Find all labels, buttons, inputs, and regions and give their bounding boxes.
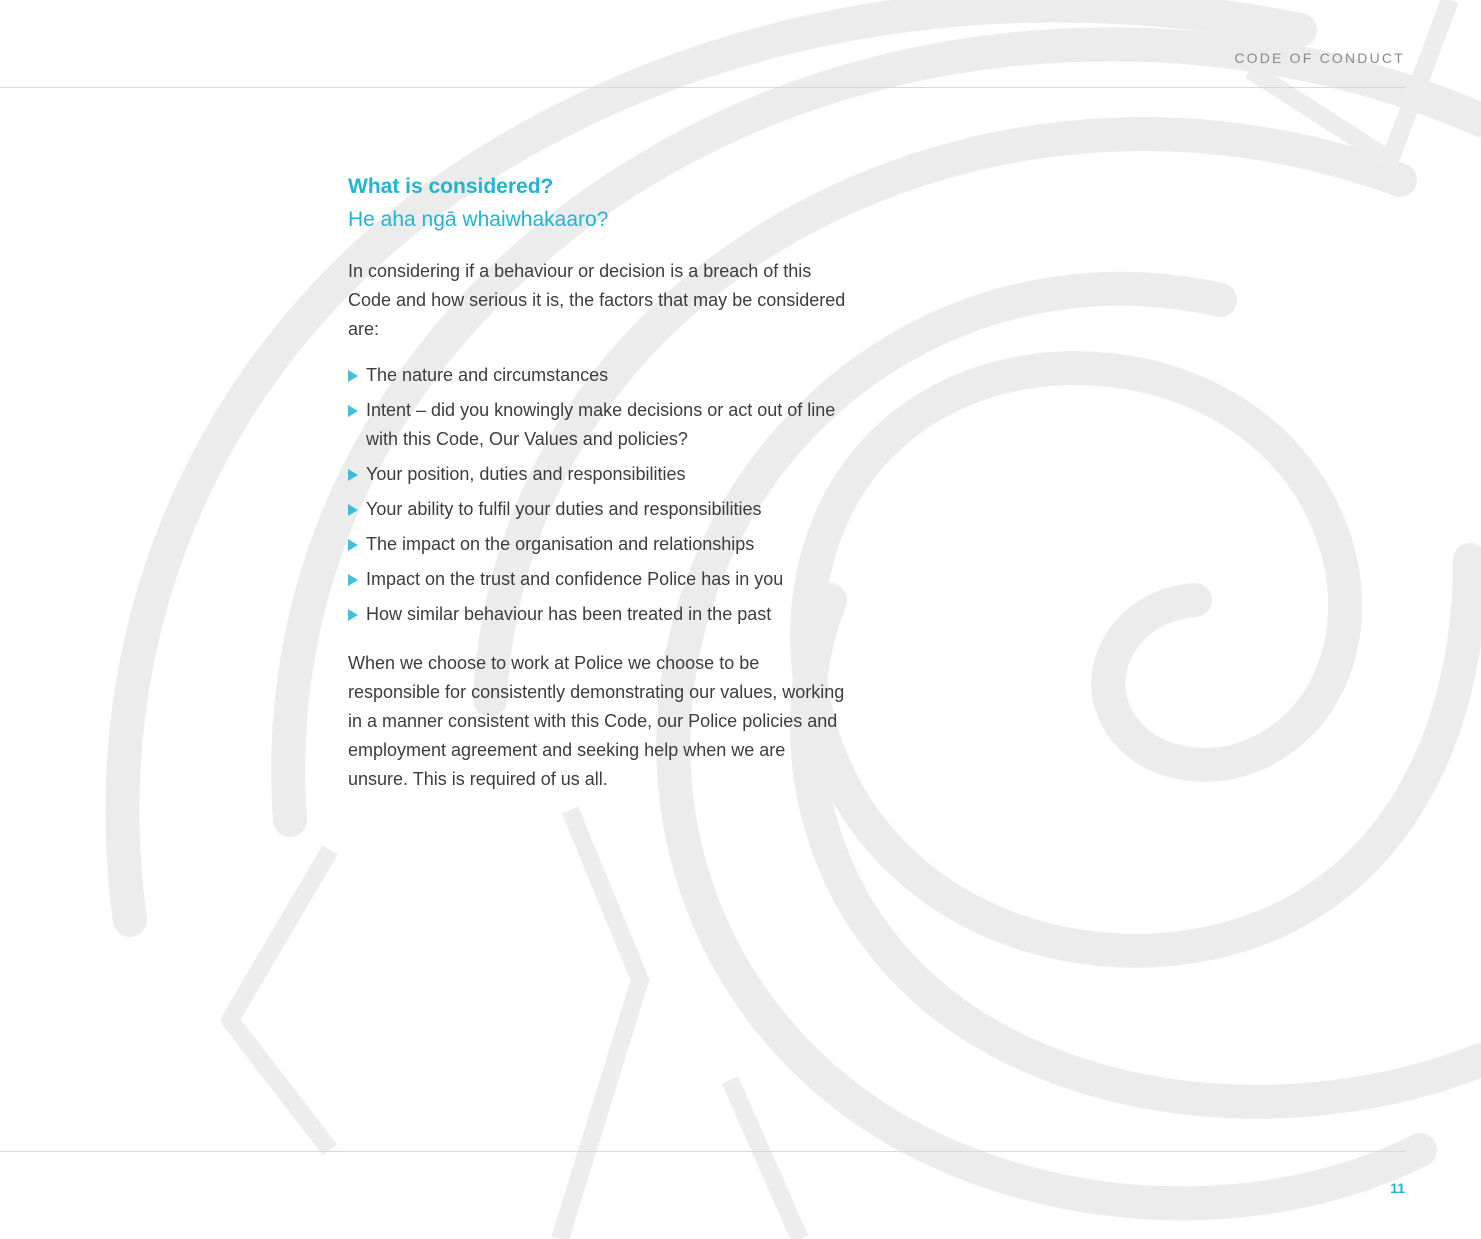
list-item-text: The nature and circumstances: [366, 365, 609, 385]
running-header-title: CODE OF CONDUCT: [1234, 50, 1405, 66]
list-item: [348, 495, 848, 524]
chevron-bullet-icon: [348, 574, 358, 586]
page-number: 11: [1390, 1180, 1405, 1196]
list-item-text: Your ability to fulfil your duties and responsibilities: [366, 499, 762, 519]
list-item-text: How similar behaviour has been treated in the past: [366, 604, 772, 624]
closing-paragraph: When we choose to work at Police we choose to be responsible for consistently demonstrating our values, working in a manner consistent with this Code, our Police policies and employment agreement and seeking help when we are unsure. This is required of us all.: [348, 653, 845, 789]
chevron-bullet-icon: [348, 609, 358, 621]
list-item: [348, 361, 848, 390]
chevron-bullet-icon: [348, 504, 358, 516]
chevron-bullet-icon: [348, 539, 358, 551]
footer-divider: [0, 1151, 1405, 1152]
list-item: [348, 530, 848, 559]
list-item-text: The impact on the organisation and relationships: [366, 534, 755, 554]
list-item: [348, 600, 848, 629]
section-heading-english: What is considered?: [348, 175, 554, 198]
chevron-bullet-icon: [348, 405, 358, 417]
section-content: [348, 172, 848, 794]
chevron-bullet-icon: [348, 469, 358, 481]
list-item: [348, 396, 848, 454]
list-item: [348, 460, 848, 489]
factors-list: [348, 361, 848, 629]
header-divider: [0, 87, 1405, 88]
list-item: [348, 565, 848, 594]
list-item-text: Your position, duties and responsibilities: [366, 464, 686, 484]
list-item-text: Impact on the trust and confidence Police has in you: [366, 569, 784, 589]
chevron-bullet-icon: [348, 370, 358, 382]
intro-paragraph: In considering if a behaviour or decision is a breach of this Code and how serious it is, the factors that may be considered are:: [348, 261, 846, 339]
list-item-text: Intent – did you knowingly make decisions or act out of line with this Code, Our Values and policies?: [366, 400, 836, 449]
section-heading-maori: He aha ngā whaiwhakaaro?: [348, 208, 609, 231]
